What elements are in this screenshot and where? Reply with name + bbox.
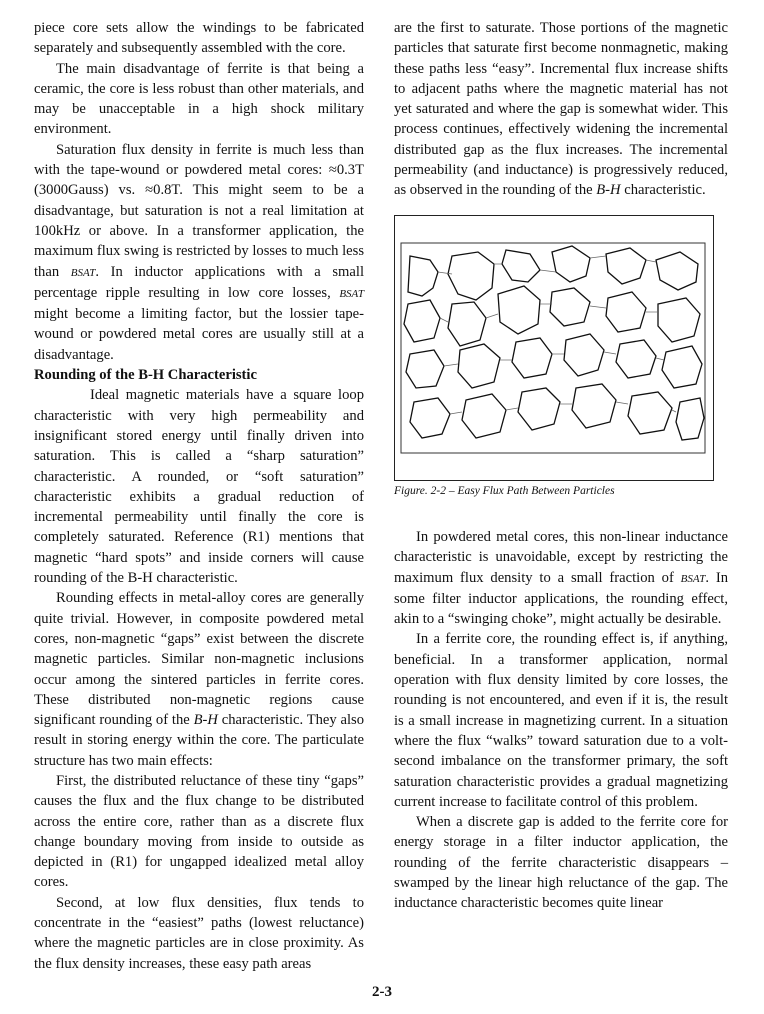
paragraph: In a ferrite core, the rounding effect is, if anything, beneficial. In a transformer application, normal operation with flux density limited by core losses, the rounding is not encountered, and even if it is, the result is a small increase in magnetizing current. In a situation where the flux “walks” toward saturation due to a volt-second imbalance on the transformer primary, the soft saturation characteristic provides a gradual magnetizing current increase to facilitate control of this problem.	[394, 631, 728, 810]
paragraph: Second, at low flux densities, flux tends to concentrate in the “easiest” paths (lowest reluctance) where the magnetic particles are in close proximity. As the flux density increases, these easy path areas	[34, 894, 364, 972]
paragraph: are the first to saturate. Those portions of the magnetic particles that saturate first become nonmagnetic, making these paths less “easy”. Incremental flux increase shifts to adjacent paths where the magnetic material has not yet saturated and where the gap is somewhat wider. This process continues, effectively widening the incremental distributed gap as the flux increases. The incremental permeability (and inductance) is progressively reduced, as observed in the rounding of the B-H characteristic.	[394, 20, 728, 199]
paragraph: piece core sets allow the windings to be fabricated separately and subsequently assembled with the core.	[34, 20, 364, 57]
paragraph: When a discrete gap is added to the ferrite core for energy storage in a filter inductor application, the rounding of the ferrite characteristic disappears – swamped by the linear high reluctance of the gap. The inductance characteristic becomes quite linear	[394, 814, 728, 912]
particle-diagram	[400, 242, 706, 454]
paragraph: Ideal magnetic materials have a square loop characteristic with very high permeability and insignificant stored energy until finally driven into saturation. This is called a “sharp saturation” characteristic. A rounded, or “soft saturation” characteristic exhibits a gradual reduction of incremental permeability until finally the core is completely saturated. Reference (R1) mentions that magnetic “hard spots” and inside corners will cause rounding of the B-H characteristic.	[34, 387, 364, 587]
bsat-symbol: BSAT	[680, 572, 706, 585]
paragraph: First, the distributed reluctance of these tiny “gaps” causes the flux and the flux change to be distributed across the entire core, rather than as a discrete flux change boundary moving from inside to outside as depicted in (R1) for ungapped idealized metal alloy cores.	[34, 772, 364, 891]
bsat-symbol: BSAT	[339, 287, 364, 300]
paragraph: Rounding effects in metal-alloy cores are generally quite trivial. However, in composite powdered metal cores, non-magnetic “gaps” exist between the discrete magnetic particles. Similar non-magnetic inclusions occur among the sintered particles in ferrite cores. These distributed non-magnetic regions cause significant rounding of the B-H characteristic. They also result in storing energy within the core. The particulate structure has two main effects:	[34, 590, 365, 769]
paragraph: In powdered metal cores, this non-linear inductance characteristic is unavoidable, except by restricting the maximum flux density to a small fraction of BSAT. In some filter inductor applications, the rounding effect, akin to a “swinging choke”, might actually be desirable.	[394, 528, 728, 628]
section-heading: Rounding of the B-H Characteristic	[34, 367, 257, 384]
paragraph: The main disadvantage of ferrite is that being a ceramic, the core is less robust than other materials, and may be unacceptable in a high shock military environment.	[34, 60, 364, 138]
figure-caption: Figure. 2-2 – Easy Flux Path Between Particles	[394, 484, 615, 497]
figure-easy-flux-path	[394, 215, 714, 481]
right-column	[394, 18, 728, 914]
paragraph: Saturation flux density in ferrite is much less than with the tape-wound or powdered metal cores: ≈0.3T (3000Gauss) vs. ≈0.8T. This might seem to be a disadvantage, but saturation is not a real limitation at 100kHz or above. In a transformer application, the maximum flux swing is restricted by losses to much less than BSAT. In inductor applications with a small percentage ripple resulting in low core losses, BSAT might become a limiting factor, but the lossier tape-wound or powdered metal cores are usually still at a disadvantage.	[34, 141, 364, 363]
left-column	[34, 18, 364, 974]
bsat-symbol: BSAT	[70, 266, 96, 279]
page-number: 2-3	[372, 984, 392, 1000]
